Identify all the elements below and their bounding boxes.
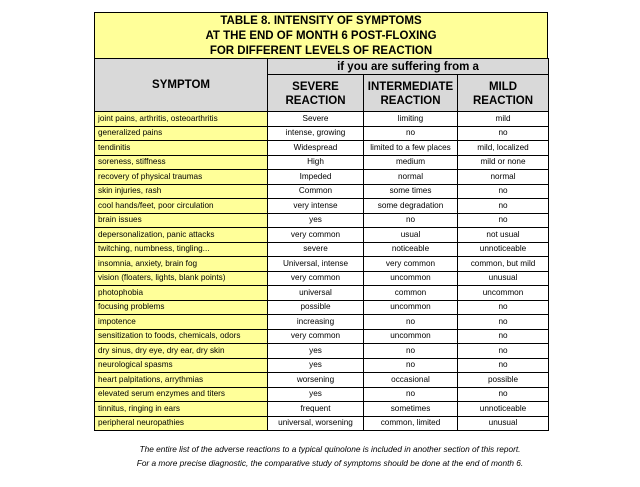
table-row xyxy=(95,141,549,156)
symptom-cell: impotence xyxy=(95,315,268,330)
footnote-2: For a more precise diagnostic, the comparative study of symptoms should be done at the end of month 6. xyxy=(136,458,524,468)
mild-cell: no xyxy=(458,199,549,214)
mild-cell: no xyxy=(458,300,549,315)
table-row xyxy=(95,213,549,228)
mild-cell: normal xyxy=(458,170,549,185)
mild-cell: no xyxy=(458,315,549,330)
intermediate-cell: uncommon xyxy=(364,329,458,344)
mild-cell: no xyxy=(458,184,549,199)
symptom-cell: peripheral neuropathies xyxy=(95,416,268,431)
severe-cell: Impeded xyxy=(268,170,364,185)
title-line-3: FOR DIFFERENT LEVELS OF REACTION xyxy=(209,45,433,57)
severe-cell: Severe xyxy=(268,112,364,127)
table-body xyxy=(95,112,549,431)
mild-cell: mild or none xyxy=(458,155,549,170)
symptom-cell: sensitization to foods, chemicals, odors xyxy=(95,329,268,344)
symptom-cell: dry sinus, dry eye, dry ear, dry skin xyxy=(95,344,268,359)
intermediate-cell: common, limited xyxy=(364,416,458,431)
footnotes xyxy=(100,442,560,470)
severe-cell: High xyxy=(268,155,364,170)
mild-cell: mild xyxy=(458,112,549,127)
footnote-1: The entire list of the adverse reactions to a typical quinolone is included in another section of this report. xyxy=(139,444,521,454)
severe-cell: intense, growing xyxy=(268,126,364,141)
severe-cell: universal, worsening xyxy=(268,416,364,431)
mild-cell: mild, localized xyxy=(458,141,549,156)
intermediate-cell: some times xyxy=(364,184,458,199)
intermediate-cell: normal xyxy=(364,170,458,185)
intermediate-cell: no xyxy=(364,126,458,141)
symptoms-table-container xyxy=(94,12,548,431)
severe-cell: universal xyxy=(268,286,364,301)
intermediate-cell: usual xyxy=(364,228,458,243)
symptom-cell: cool hands/feet, poor circulation xyxy=(95,199,268,214)
table-row xyxy=(95,126,549,141)
table-row xyxy=(95,387,549,402)
table-row xyxy=(95,286,549,301)
symptom-cell: heart palpitations, arrythmias xyxy=(95,373,268,388)
intermediate-cell: limiting xyxy=(364,112,458,127)
symptom-cell: insomnia, anxiety, brain fog xyxy=(95,257,268,272)
severe-cell: Universal, intense xyxy=(268,257,364,272)
severe-cell: very common xyxy=(268,228,364,243)
table-row xyxy=(95,242,549,257)
title-line-2: AT THE END OF MONTH 6 POST-FLOXING xyxy=(205,30,437,42)
mild-cell: unnoticeable xyxy=(458,242,549,257)
mild-cell: unusual xyxy=(458,416,549,431)
symptom-cell: elevated serum enzymes and titers xyxy=(95,387,268,402)
intermediate-cell: limited to a few places xyxy=(364,141,458,156)
mild-cell: no xyxy=(458,344,549,359)
severe-cell: yes xyxy=(268,358,364,373)
symptom-cell: photophobia xyxy=(95,286,268,301)
mild-cell: unusual xyxy=(458,271,549,286)
severe-cell: Common xyxy=(268,184,364,199)
symptom-cell: depersonalization, panic attacks xyxy=(95,228,268,243)
severe-cell: frequent xyxy=(268,402,364,417)
symptom-cell: neurological spasms xyxy=(95,358,268,373)
severe-cell: increasing xyxy=(268,315,364,330)
symptom-cell: joint pains, arthritis, osteoarthritis xyxy=(95,112,268,127)
table-title xyxy=(94,12,548,58)
intermediate-cell: no xyxy=(364,344,458,359)
symptom-cell: focusing problems xyxy=(95,300,268,315)
table-row xyxy=(95,228,549,243)
mild-cell: common, but mild xyxy=(458,257,549,272)
header-severe xyxy=(268,75,364,112)
symptom-cell: tinnitus, ringing in ears xyxy=(95,402,268,417)
severe-cell: yes xyxy=(268,344,364,359)
mild-cell: unnoticeable xyxy=(458,402,549,417)
intermediate-cell: medium xyxy=(364,155,458,170)
header-intermediate-line-2: REACTION xyxy=(380,95,441,107)
severe-cell: severe xyxy=(268,242,364,257)
table-row xyxy=(95,402,549,417)
severe-cell: very intense xyxy=(268,199,364,214)
symptom-cell: tendinitis xyxy=(95,141,268,156)
mild-cell: no xyxy=(458,126,549,141)
severe-cell: yes xyxy=(268,387,364,402)
header-mild-line-2: REACTION xyxy=(472,95,534,107)
header-severe-line-2: REACTION xyxy=(285,95,346,107)
severe-cell: possible xyxy=(268,300,364,315)
symptoms-table xyxy=(94,58,549,431)
severe-cell: Widespread xyxy=(268,141,364,156)
table-row xyxy=(95,184,549,199)
header-mild-line-1: MILD xyxy=(488,81,518,93)
header-intermediate-line-1: INTERMEDIATE xyxy=(367,81,454,93)
table-row xyxy=(95,315,549,330)
table-row xyxy=(95,344,549,359)
symptom-cell: recovery of physical traumas xyxy=(95,170,268,185)
intermediate-cell: no xyxy=(364,315,458,330)
header-intermediate xyxy=(364,75,458,112)
intermediate-cell: uncommon xyxy=(364,300,458,315)
intermediate-cell: some degradation xyxy=(364,199,458,214)
symptom-cell: twitching, numbness, tingling... xyxy=(95,242,268,257)
mild-cell: uncommon xyxy=(458,286,549,301)
intermediate-cell: occasional xyxy=(364,373,458,388)
intermediate-cell: no xyxy=(364,387,458,402)
intermediate-cell: uncommon xyxy=(364,271,458,286)
symptom-cell: brain issues xyxy=(95,213,268,228)
mild-cell: no xyxy=(458,358,549,373)
table-row xyxy=(95,170,549,185)
intermediate-cell: very common xyxy=(364,257,458,272)
intermediate-cell: common xyxy=(364,286,458,301)
intermediate-cell: noticeable xyxy=(364,242,458,257)
table-row xyxy=(95,416,549,431)
intermediate-cell: no xyxy=(364,213,458,228)
table-row xyxy=(95,271,549,286)
header-group: if you are suffering from a xyxy=(268,59,549,75)
symptom-cell: vision (floaters, lights, blank points) xyxy=(95,271,268,286)
symptom-cell: generalized pains xyxy=(95,126,268,141)
severe-cell: very common xyxy=(268,271,364,286)
table-row xyxy=(95,257,549,272)
table-row xyxy=(95,329,549,344)
table-row xyxy=(95,358,549,373)
severe-cell: worsening xyxy=(268,373,364,388)
mild-cell: not usual xyxy=(458,228,549,243)
table-row xyxy=(95,112,549,127)
mild-cell: no xyxy=(458,213,549,228)
mild-cell: no xyxy=(458,329,549,344)
table-row xyxy=(95,300,549,315)
table-row xyxy=(95,199,549,214)
title-line-1: TABLE 8. INTENSITY OF SYMPTOMS xyxy=(220,15,422,27)
severe-cell: very common xyxy=(268,329,364,344)
severe-cell: yes xyxy=(268,213,364,228)
symptom-cell: soreness, stiffness xyxy=(95,155,268,170)
intermediate-cell: sometimes xyxy=(364,402,458,417)
table-row xyxy=(95,373,549,388)
intermediate-cell: no xyxy=(364,358,458,373)
mild-cell: possible xyxy=(458,373,549,388)
mild-cell: no xyxy=(458,387,549,402)
header-mild xyxy=(458,75,549,112)
table-row xyxy=(95,155,549,170)
symptom-cell: skin injuries, rash xyxy=(95,184,268,199)
header-severe-line-1: SEVERE xyxy=(292,81,339,93)
header-symptom: SYMPTOM xyxy=(95,59,268,112)
